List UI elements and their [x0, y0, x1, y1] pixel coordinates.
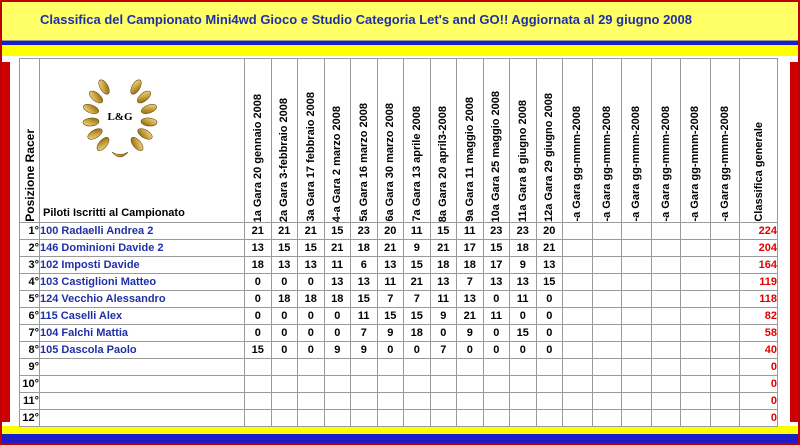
score-cell: 0 [245, 308, 272, 325]
total-cell: 58 [740, 325, 778, 342]
score-cell [563, 410, 593, 427]
score-cell: 23 [483, 223, 510, 240]
race-header-1: 1a Gara 20 gennaio 2008 [245, 59, 272, 223]
score-cell [710, 359, 740, 376]
score-cell: 9 [377, 325, 404, 342]
score-cell: 21 [430, 240, 457, 257]
score-cell: 17 [483, 257, 510, 274]
score-cell [710, 393, 740, 410]
position-cell: 1° [20, 223, 40, 240]
pilot-name-cell: 146 Dominioni Davide 2 [40, 240, 245, 257]
score-cell: 0 [271, 308, 298, 325]
score-cell: 15 [298, 240, 325, 257]
score-cell [592, 393, 622, 410]
score-cell [483, 393, 510, 410]
table-row [20, 359, 778, 376]
score-cell [681, 240, 711, 257]
score-cell [592, 257, 622, 274]
score-cell [592, 325, 622, 342]
score-cell [563, 274, 593, 291]
score-cell [298, 410, 325, 427]
race-header-8: 8a Gara 20 april3-2008 [430, 59, 457, 223]
score-cell [710, 376, 740, 393]
position-cell: 10° [20, 376, 40, 393]
position-cell: 2° [20, 240, 40, 257]
score-cell [351, 410, 378, 427]
table-row [20, 325, 778, 342]
race-header-15: -a Gara gg-mmm-2008 [622, 59, 652, 223]
score-cell [622, 325, 652, 342]
race-header-12: 12a Gara 29 giugno 2008 [536, 59, 563, 223]
score-cell: 15 [510, 325, 537, 342]
race-header-18: -a Gara gg-mmm-2008 [710, 59, 740, 223]
total-cell: 0 [740, 410, 778, 427]
red-edge-right [790, 62, 798, 422]
score-cell [563, 291, 593, 308]
score-cell [510, 410, 537, 427]
blue-stripe-bottom [2, 434, 798, 443]
score-cell: 11 [377, 274, 404, 291]
score-cell: 17 [457, 240, 484, 257]
position-cell: 4° [20, 274, 40, 291]
score-cell: 13 [483, 274, 510, 291]
score-cell: 0 [298, 342, 325, 359]
score-cell [622, 410, 652, 427]
score-cell [651, 257, 681, 274]
score-cell: 15 [271, 240, 298, 257]
score-cell [710, 325, 740, 342]
score-cell [622, 274, 652, 291]
score-cell [681, 291, 711, 308]
score-cell [457, 393, 484, 410]
score-cell [651, 376, 681, 393]
score-cell [710, 308, 740, 325]
score-cell: 21 [271, 223, 298, 240]
score-cell: 0 [536, 342, 563, 359]
score-cell: 9 [430, 308, 457, 325]
score-cell: 9 [404, 240, 431, 257]
score-cell: 20 [377, 223, 404, 240]
score-cell: 11 [351, 308, 378, 325]
score-cell: 11 [483, 308, 510, 325]
score-cell [430, 393, 457, 410]
score-cell [622, 308, 652, 325]
score-cell [271, 376, 298, 393]
score-cell: 21 [245, 223, 272, 240]
pilot-name-cell: 124 Vecchio Alessandro [40, 291, 245, 308]
score-cell [245, 359, 272, 376]
score-cell [651, 223, 681, 240]
score-cell [563, 376, 593, 393]
total-cell: 224 [740, 223, 778, 240]
table-row [20, 410, 778, 427]
score-cell: 11 [430, 291, 457, 308]
score-cell: 9 [324, 342, 351, 359]
score-cell [563, 257, 593, 274]
pilot-name-cell: 104 Falchi Mattia [40, 325, 245, 342]
score-cell [563, 240, 593, 257]
score-cell [710, 257, 740, 274]
score-cell: 18 [510, 240, 537, 257]
score-cell: 13 [536, 257, 563, 274]
score-cell [430, 376, 457, 393]
pilot-name-cell [40, 376, 245, 393]
score-cell [592, 274, 622, 291]
score-cell [710, 274, 740, 291]
score-cell: 18 [457, 257, 484, 274]
table-row [20, 223, 778, 240]
position-cell: 11° [20, 393, 40, 410]
score-cell [536, 376, 563, 393]
score-cell [651, 274, 681, 291]
score-cell: 13 [245, 240, 272, 257]
score-cell [536, 410, 563, 427]
pilot-name-cell: 102 Imposti Davide [40, 257, 245, 274]
table-row [20, 291, 778, 308]
pilot-name-cell: 105 Dascola Paolo [40, 342, 245, 359]
score-cell: 13 [298, 257, 325, 274]
score-cell: 18 [351, 240, 378, 257]
score-cell [681, 410, 711, 427]
score-cell [592, 342, 622, 359]
score-cell: 15 [245, 342, 272, 359]
score-cell [404, 410, 431, 427]
score-cell [710, 223, 740, 240]
total-cell: 119 [740, 274, 778, 291]
laurel-wreath-logo [74, 67, 166, 167]
score-cell [651, 240, 681, 257]
score-cell: 18 [298, 291, 325, 308]
score-cell: 23 [351, 223, 378, 240]
score-cell: 15 [536, 274, 563, 291]
score-cell [563, 359, 593, 376]
total-cell: 0 [740, 376, 778, 393]
score-cell [245, 410, 272, 427]
score-cell: 0 [536, 291, 563, 308]
score-cell: 18 [245, 257, 272, 274]
score-cell: 0 [483, 325, 510, 342]
standings-table [19, 58, 778, 427]
score-cell [710, 240, 740, 257]
score-cell: 21 [324, 240, 351, 257]
score-cell [592, 240, 622, 257]
pilot-name-cell [40, 359, 245, 376]
race-header-11: 11a Gara 8 giugno 2008 [510, 59, 537, 223]
position-cell: 8° [20, 342, 40, 359]
score-cell [245, 376, 272, 393]
score-cell: 15 [404, 308, 431, 325]
race-header-10: 10a Gara 25 maggio 2008 [483, 59, 510, 223]
score-cell [622, 393, 652, 410]
score-cell [298, 359, 325, 376]
pilot-name-cell: 115 Caselli Alex [40, 308, 245, 325]
yellow-stripe-top [2, 45, 798, 56]
score-cell [457, 376, 484, 393]
race-header-14: -a Gara gg-mmm-2008 [592, 59, 622, 223]
pilot-name-cell [40, 410, 245, 427]
race-header-3: 3a Gara 17 febbraio 2008 [298, 59, 325, 223]
score-cell [351, 393, 378, 410]
total-header: Classifica generale [740, 59, 778, 223]
score-cell [510, 393, 537, 410]
score-cell [377, 410, 404, 427]
total-cell: 0 [740, 359, 778, 376]
position-cell: 9° [20, 359, 40, 376]
score-cell [681, 325, 711, 342]
score-cell: 15 [483, 240, 510, 257]
score-cell [324, 410, 351, 427]
score-cell [592, 308, 622, 325]
race-header-7: 7a Gara 13 aprile 2008 [404, 59, 431, 223]
score-cell: 13 [430, 274, 457, 291]
score-cell: 7 [351, 325, 378, 342]
table-row [20, 240, 778, 257]
score-cell: 0 [404, 342, 431, 359]
score-cell: 0 [536, 325, 563, 342]
score-cell [651, 325, 681, 342]
score-cell: 13 [351, 274, 378, 291]
score-cell: 0 [377, 342, 404, 359]
score-cell: 9 [510, 257, 537, 274]
score-cell [592, 223, 622, 240]
score-cell [324, 359, 351, 376]
score-cell [563, 325, 593, 342]
score-cell [651, 393, 681, 410]
score-cell [681, 342, 711, 359]
score-cell [563, 342, 593, 359]
score-cell [651, 359, 681, 376]
title-band [2, 2, 798, 41]
total-cell: 118 [740, 291, 778, 308]
yellow-stripe-bottom [2, 426, 798, 434]
score-cell: 15 [430, 223, 457, 240]
svg-text:L&G: L&G [107, 111, 133, 123]
score-cell: 7 [404, 291, 431, 308]
position-header: Posizione Racer [20, 59, 40, 223]
score-cell: 7 [377, 291, 404, 308]
score-cell [298, 393, 325, 410]
score-cell: 15 [324, 223, 351, 240]
score-cell [681, 376, 711, 393]
table-row [20, 342, 778, 359]
score-cell [563, 393, 593, 410]
score-cell: 13 [510, 274, 537, 291]
score-cell [592, 359, 622, 376]
score-cell [377, 393, 404, 410]
position-cell: 7° [20, 325, 40, 342]
score-cell [271, 393, 298, 410]
score-cell: 7 [457, 274, 484, 291]
score-cell [651, 410, 681, 427]
score-cell [622, 257, 652, 274]
score-cell [651, 342, 681, 359]
score-cell: 7 [430, 342, 457, 359]
table-row [20, 393, 778, 410]
score-cell [710, 342, 740, 359]
pilot-name-cell: 100 Radaelli Andrea 2 [40, 223, 245, 240]
score-cell: 18 [324, 291, 351, 308]
score-cell: 21 [404, 274, 431, 291]
score-cell: 21 [298, 223, 325, 240]
pilot-name-cell [40, 393, 245, 410]
race-header-6: 6a Gara 30 marzo 2008 [377, 59, 404, 223]
score-cell [563, 223, 593, 240]
score-cell [651, 291, 681, 308]
race-header-13: -a Gara gg-mmm-2008 [563, 59, 593, 223]
table-row [20, 274, 778, 291]
score-cell: 0 [271, 342, 298, 359]
score-cell: 13 [271, 257, 298, 274]
score-cell: 13 [324, 274, 351, 291]
score-cell: 11 [324, 257, 351, 274]
score-cell: 0 [245, 291, 272, 308]
total-cell: 40 [740, 342, 778, 359]
score-cell [483, 359, 510, 376]
score-cell [622, 342, 652, 359]
position-cell: 6° [20, 308, 40, 325]
total-cell: 204 [740, 240, 778, 257]
score-cell [510, 359, 537, 376]
score-cell [681, 274, 711, 291]
score-cell: 15 [377, 308, 404, 325]
score-cell: 23 [510, 223, 537, 240]
score-cell: 11 [510, 291, 537, 308]
score-cell: 18 [404, 325, 431, 342]
score-cell: 21 [457, 308, 484, 325]
race-header-16: -a Gara gg-mmm-2008 [651, 59, 681, 223]
table-row [20, 308, 778, 325]
score-cell [622, 240, 652, 257]
score-cell [681, 223, 711, 240]
score-cell [536, 393, 563, 410]
pilots-header: L&G Piloti Iscritti al Campionato [40, 59, 245, 223]
score-cell [483, 376, 510, 393]
score-cell [298, 376, 325, 393]
position-cell: 3° [20, 257, 40, 274]
score-cell [592, 291, 622, 308]
score-cell [651, 308, 681, 325]
score-cell [563, 308, 593, 325]
score-cell: 21 [377, 240, 404, 257]
score-cell [377, 359, 404, 376]
race-header-9: 9a Gara 11 maggio 2008 [457, 59, 484, 223]
score-cell: 15 [404, 257, 431, 274]
score-cell [404, 376, 431, 393]
score-cell: 13 [457, 291, 484, 308]
score-cell [430, 410, 457, 427]
score-cell [404, 359, 431, 376]
score-cell [351, 376, 378, 393]
red-edge-left [2, 62, 10, 422]
score-cell [483, 410, 510, 427]
position-cell: 5° [20, 291, 40, 308]
score-cell [710, 410, 740, 427]
race-header-4: 4-a Gara 2 marzo 2008 [324, 59, 351, 223]
score-cell [245, 393, 272, 410]
score-cell: 20 [536, 223, 563, 240]
score-cell: 0 [324, 308, 351, 325]
score-cell: 0 [245, 274, 272, 291]
score-cell [592, 410, 622, 427]
score-cell: 0 [298, 308, 325, 325]
score-cell: 21 [536, 240, 563, 257]
race-header-2: 2a Gara 3-febbraio 2008 [271, 59, 298, 223]
score-cell: 18 [430, 257, 457, 274]
score-cell [510, 376, 537, 393]
score-cell [324, 376, 351, 393]
score-cell: 0 [298, 274, 325, 291]
score-cell [457, 410, 484, 427]
score-cell: 13 [377, 257, 404, 274]
score-cell [404, 393, 431, 410]
score-cell [351, 359, 378, 376]
score-cell [622, 359, 652, 376]
position-cell: 12° [20, 410, 40, 427]
score-cell: 9 [351, 342, 378, 359]
race-header-5: 5a Gara 16 marzo 2008 [351, 59, 378, 223]
score-cell: 0 [271, 274, 298, 291]
score-cell: 0 [430, 325, 457, 342]
score-cell [622, 223, 652, 240]
table-row [20, 376, 778, 393]
score-cell: 11 [404, 223, 431, 240]
score-cell: 0 [245, 325, 272, 342]
pilot-name-cell: 103 Castiglioni Matteo [40, 274, 245, 291]
score-cell: 0 [483, 291, 510, 308]
score-cell: 0 [510, 342, 537, 359]
score-cell: 0 [324, 325, 351, 342]
score-cell: 0 [298, 325, 325, 342]
score-cell [377, 376, 404, 393]
score-cell [622, 291, 652, 308]
score-cell [457, 359, 484, 376]
score-cell [681, 257, 711, 274]
score-cell [592, 376, 622, 393]
score-cell [324, 393, 351, 410]
score-cell: 18 [271, 291, 298, 308]
score-cell: 0 [271, 325, 298, 342]
score-cell [271, 359, 298, 376]
total-cell: 0 [740, 393, 778, 410]
score-cell: 0 [483, 342, 510, 359]
score-cell [536, 359, 563, 376]
score-cell: 9 [457, 325, 484, 342]
score-cell [710, 291, 740, 308]
score-cell [271, 410, 298, 427]
score-cell [681, 393, 711, 410]
score-cell: 15 [351, 291, 378, 308]
score-cell: 0 [457, 342, 484, 359]
score-cell: 0 [536, 308, 563, 325]
table-row [20, 257, 778, 274]
total-cell: 82 [740, 308, 778, 325]
score-cell: 0 [510, 308, 537, 325]
score-cell [681, 359, 711, 376]
score-cell: 6 [351, 257, 378, 274]
score-cell [622, 376, 652, 393]
score-cell [430, 359, 457, 376]
page-title: Classifica del Campionato Mini4wd Gioco e Studio Categoria Let's and GO!! Aggiornata al 29 giugno 2008 [40, 12, 692, 27]
score-cell [681, 308, 711, 325]
total-cell: 164 [740, 257, 778, 274]
race-header-17: -a Gara gg-mmm-2008 [681, 59, 711, 223]
score-cell: 11 [457, 223, 484, 240]
